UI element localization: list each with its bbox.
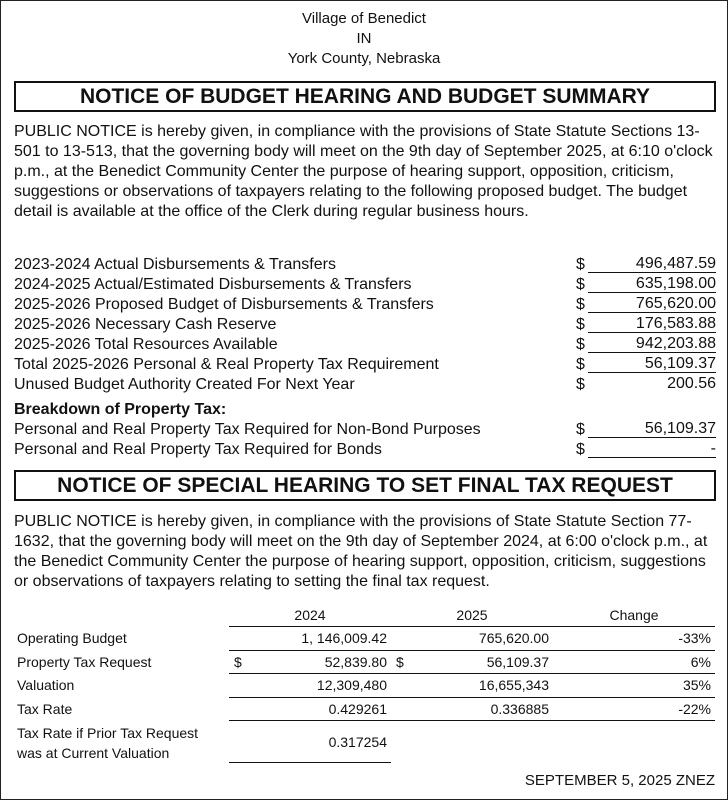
budget-line: [14, 255, 716, 275]
budget-summary-lines: [14, 255, 716, 460]
value-change: 35%: [553, 674, 715, 698]
budget-line-label: 2025-2026 Necessary Cash Reserve: [14, 316, 277, 333]
county-state: York County, Nebraska: [287, 50, 441, 67]
breakdown-line-label: Personal and Real Property Tax Required for Bonds: [14, 441, 382, 458]
row-label: Operating Budget: [17, 630, 127, 647]
table-row: [14, 650, 715, 674]
row-label: Valuation: [17, 677, 75, 694]
table-header-2024: 2024: [294, 606, 326, 623]
table-header-blank: [14, 603, 229, 627]
value-2024: 52,839.80: [324, 653, 387, 670]
row-label: Tax Rate: [17, 700, 73, 717]
budget-line-amount: 942,203.88: [588, 335, 716, 353]
header-in: IN: [356, 30, 372, 47]
budget-line-label: 2024-2025 Actual/Estimated Disbursements & Transfers: [14, 276, 412, 293]
breakdown-line-label: Personal and Real Property Tax Required for Non-Bond Purposes: [14, 421, 481, 438]
dollar-sign: $: [576, 376, 585, 393]
empty-cell: [391, 721, 553, 763]
breakdown-line: [14, 420, 716, 440]
dollar-sign: $: [234, 653, 242, 670]
value-2024: 0.317254: [229, 721, 391, 763]
budget-line: [14, 355, 716, 375]
value-2025: 56,109.37: [486, 653, 549, 670]
value-2024-cell: [229, 650, 391, 674]
special-hearing-title: NOTICE OF SPECIAL HEARING TO SET FINAL TAX REQUEST: [14, 470, 716, 501]
budget-line: [14, 275, 716, 295]
empty-cell: [553, 721, 715, 763]
dollar-sign: $: [576, 276, 585, 293]
budget-line: [14, 375, 716, 395]
budget-line-amount: 56,109.37: [588, 355, 716, 373]
table-row: [14, 697, 715, 721]
value-2025: 16,655,343: [391, 674, 553, 698]
special-notice-paragraph: PUBLIC NOTICE is hereby given, in compliance with the provisions of State Statute Section 77-1632, that the governing body will meet on the 9th day of September 2024, at 6:00 o'clock p.m., at the Benedict Community Center the purpose of hearing support, opposition, criticism, suggestions or observations of taxpayers relating to setting the final tax request.: [14, 513, 708, 590]
budget-line-label: Total 2025-2026 Personal & Real Property Tax Requirement: [14, 356, 439, 373]
value-2025: 765,620.00: [391, 627, 553, 651]
budget-line: [14, 295, 716, 315]
dollar-sign: $: [576, 316, 585, 333]
row-label: Property Tax Request: [17, 653, 152, 670]
table-row: [14, 627, 715, 651]
value-2024: 0.429261: [229, 697, 391, 721]
value-2025: 0.336885: [391, 697, 553, 721]
value-2024: 12,309,480: [229, 674, 391, 698]
breakdown-line-amount: 56,109.37: [588, 420, 716, 438]
village-name: Village of Benedict: [302, 10, 426, 27]
dollar-sign: $: [576, 421, 585, 438]
dollar-sign: $: [576, 256, 585, 273]
dollar-sign: $: [576, 441, 585, 458]
budget-line-amount: 496,487.59: [588, 255, 716, 273]
dollar-sign: $: [396, 653, 404, 670]
header: [1, 1, 727, 69]
budget-line: [14, 315, 716, 335]
value-2025-cell: [391, 650, 553, 674]
row-label-line1: Tax Rate if Prior Tax Request: [17, 724, 199, 741]
budget-line-amount: 765,620.00: [588, 295, 716, 313]
breakdown-line: [14, 440, 716, 460]
budget-line-label: 2025-2026 Total Resources Available: [14, 336, 278, 353]
tax-request-table: [14, 603, 715, 763]
budget-line-amount: 635,198.00: [588, 275, 716, 293]
table-row: [14, 721, 715, 763]
dollar-sign: $: [576, 356, 585, 373]
budget-notice-paragraph: PUBLIC NOTICE is hereby given, in compliance with the provisions of State Statute Sections 13-501 to 13-513, that the governing body will meet on the 9th day of September 2025, at 6:10 o'clock p.m., at the Benedict Community Center the purpose of hearing support, opposition, criticism, suggestions or observations of taxpayers relating to the following proposed budget. The budget detail is available at the office of the Clerk during regular business hours.: [14, 123, 713, 220]
publication-date: SEPTEMBER 5, 2025 ZNEZ: [524, 772, 715, 789]
table-row: [14, 674, 715, 698]
table-header-row: [14, 603, 715, 627]
table-header-2025: 2025: [456, 606, 488, 623]
breakdown-line-amount: -: [588, 440, 716, 458]
budget-line: [14, 335, 716, 355]
row-label-multiline: [14, 721, 229, 763]
budget-line-label: 2023-2024 Actual Disbursements & Transfers: [14, 256, 336, 273]
value-change: 6%: [553, 650, 715, 674]
value-change: -33%: [553, 627, 715, 651]
value-2024: 1, 146,009.42: [229, 627, 391, 651]
dollar-sign: $: [576, 296, 585, 313]
breakdown-title: [14, 400, 716, 420]
budget-hearing-title: NOTICE OF BUDGET HEARING AND BUDGET SUMMARY: [14, 81, 716, 112]
row-label-line2: was at Current Valuation: [17, 744, 170, 761]
table-header-change: Change: [609, 606, 659, 623]
budget-line-amount: 176,583.88: [588, 315, 716, 333]
value-change: -22%: [553, 697, 715, 721]
budget-line-amount: 200.56: [667, 375, 716, 392]
budget-line-label: 2025-2026 Proposed Budget of Disbursements & Transfers: [14, 296, 434, 313]
budget-line-label: Unused Budget Authority Created For Next Year: [14, 376, 355, 393]
breakdown-title-text: Breakdown of Property Tax:: [14, 401, 227, 418]
dollar-sign: $: [576, 336, 585, 353]
